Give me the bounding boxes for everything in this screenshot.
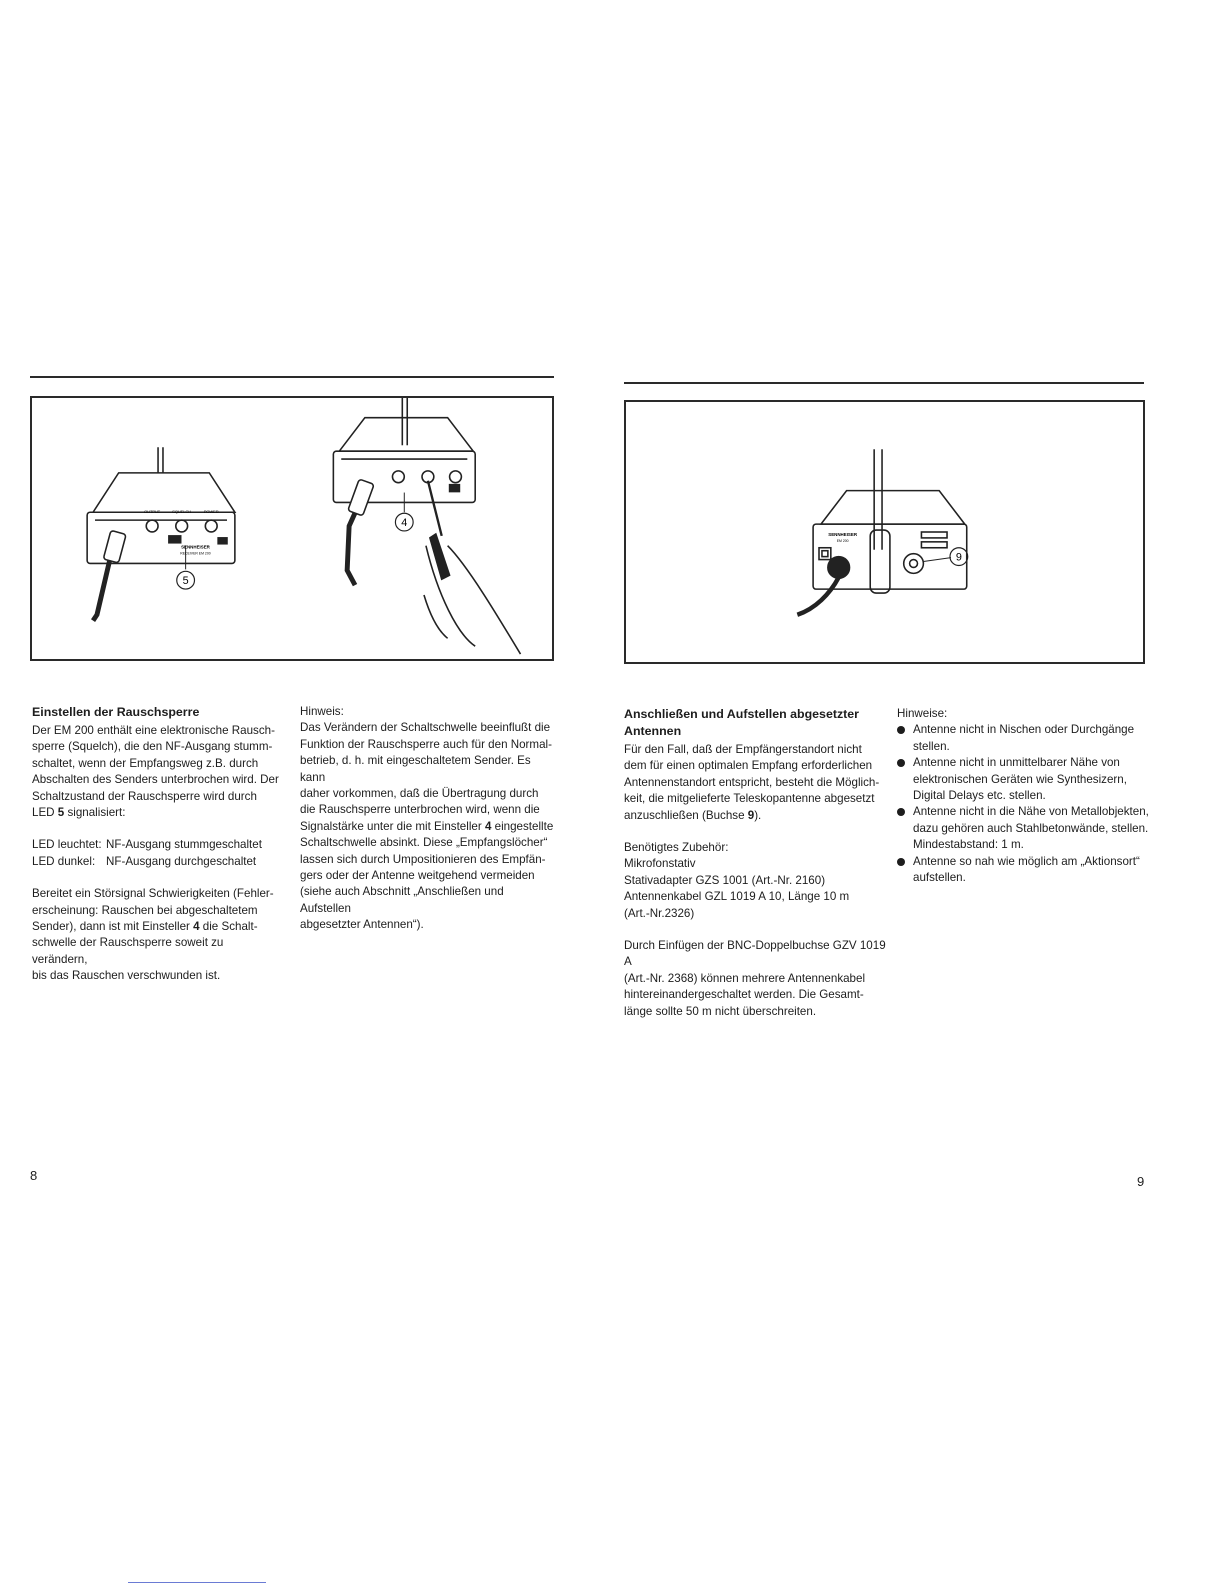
para2-b: die Schalt- schwelle der Rauschsperre soweit zu verändern, bis das Rauschen verschwunden ist. xyxy=(32,920,258,983)
heading-antennen: Anschließen und Aufstellen abgesetzter Antennen xyxy=(624,707,860,738)
list-item: Antenne nicht in Nischen oder Durchgänge stellen. xyxy=(897,722,1152,755)
bottom-underline xyxy=(128,1582,266,1583)
brand-logo-1: SENNHEISER xyxy=(181,544,210,550)
panel-label-output: OUTPUT xyxy=(144,509,161,515)
model-label-2: EM 200 xyxy=(836,538,849,543)
led-line-prefix: LED xyxy=(32,806,58,820)
page-number-left: 8 xyxy=(30,1168,38,1183)
led-row-key: LED leuchtet: xyxy=(32,838,102,852)
right-col2 xyxy=(897,706,1152,886)
hinweise-label: Hinweise: xyxy=(897,707,948,720)
hinweis-paragraph xyxy=(300,720,555,933)
brand-logo-2: SENNHEISER xyxy=(828,531,858,537)
panel-label-power: POWER xyxy=(203,509,219,515)
intro-paragraph xyxy=(32,723,282,805)
hinweise-list xyxy=(897,722,1152,886)
led-row-key: LED dunkel: xyxy=(32,854,96,868)
antennen-intro xyxy=(624,742,886,824)
list-item: Antenne so nah wie möglich am „Aktionsort“ aufstellen. xyxy=(897,854,1152,887)
receiver-front-drawing xyxy=(87,447,235,620)
left-figure-frame xyxy=(30,396,554,661)
callout-4: 4 xyxy=(401,517,408,530)
right-figure-frame xyxy=(624,400,1145,664)
receiver-illustration xyxy=(32,398,552,659)
right-top-rule xyxy=(624,382,1144,384)
led-row-value: NF-Ausgang stummgeschaltet xyxy=(106,838,262,852)
right-col1 xyxy=(624,706,886,1020)
led-row-off xyxy=(32,854,282,870)
led-row-value: NF-Ausgang durchgeschaltet xyxy=(106,854,257,868)
hinweis-label: Hinweis: xyxy=(300,705,344,718)
heading-rauschsperre: Einstellen der Rauschsperre xyxy=(32,705,200,719)
led-line xyxy=(32,805,282,821)
antennen-intro-b: ). xyxy=(754,808,762,822)
receiver-squelch-adjust-drawing xyxy=(333,398,520,654)
led-number: 5 xyxy=(57,806,65,820)
list-item: Antenne nicht in unmittelbarer Nähe von elektronischen Geräten wie Synthesizern, Digital Delays etc. stellen. xyxy=(897,755,1152,804)
receiver-rear-drawing xyxy=(797,449,967,614)
left-top-rule xyxy=(30,376,554,378)
antennen-intro-a: Für den Fall, daß der Empfängerstandort nicht dem für einen optimalen Empfang erforderlichen Antennenstandort entspricht, besteht die Möglich- keit, die mitgelieferte Teleskopantenne abgesetzt anzuschließen (Buchse xyxy=(624,743,880,822)
stoersignal-paragraph xyxy=(32,886,282,984)
hinweis-num: 4 xyxy=(484,819,492,833)
intro-lines: Der EM 200 enthält eine elektronische Rausch- sperre (Squelch), die den NF-Ausgang stumm- schaltet, wenn der Empfangsweg z.B. durch Abschalten des Senders unterbrochen wird. Der Schaltzustand der Rauschsperre wird durch xyxy=(32,724,279,803)
callout-5: 5 xyxy=(182,575,189,588)
callout-9: 9 xyxy=(955,551,962,564)
model-label-1: RECEIVER EM 200 xyxy=(180,551,211,556)
accessories-block: Benötigtes Zubehör: Mikrofonstativ Stativadapter GZS 1001 (Art.-Nr. 2160) Antennenkabel GZL 1019 A 10, Länge 10 m (Art.-Nr.2326) xyxy=(624,841,850,920)
led-row-on xyxy=(32,837,282,853)
page-number-right: 9 xyxy=(1137,1174,1145,1189)
list-item: Antenne nicht in die Nähe von Metallobjekten, dazu gehören auch Stahlbetonwände, stellen. Mindestabstand: 1 m. xyxy=(897,804,1152,853)
hinweis-text-a: Das Verändern der Schaltschwelle beeinflußt die Funktion der Rauschsperre auch für den Normal- betrieb, d. h. mit eingeschaltetem Sender. Es kann daher vorkommen, daß die Übertragung durch die Rauschsperre unterbrochen wird, wenn die Signalstärke unter die mit Einsteller xyxy=(300,721,552,833)
para2-a: Bereitet ein Störsignal Schwierigkeiten (Fehler- erscheinung: Rauschen bei abgeschaltetem Sender), dann ist mit Einsteller xyxy=(32,887,274,934)
receiver-rear-illustration xyxy=(626,402,1143,662)
hinweis-text-b: eingestellte Schaltschwelle absinkt. Diese „Empfangslöcher“ lassen sich durch Umpositionieren des Empfän- gers oder der Antenne weitgehend vermeiden (siehe auch Abschnitt „Anschließen und Aufstellen abgesetzter Antennen“). xyxy=(300,819,554,932)
led-line-suffix: signalisiert: xyxy=(64,806,126,820)
bnc-paragraph: Durch Einfügen der BNC-Doppelbuchse GZV 1019 A (Art.-Nr. 2368) können mehrere Antennenkabel hintereinandergeschaltet werden. Die Gesamt- länge sollte 50 m nicht überschreiten. xyxy=(624,939,886,1018)
left-col2 xyxy=(300,704,555,934)
antennen-intro-num: 9 xyxy=(747,808,755,822)
left-col1 xyxy=(32,704,282,985)
panel-label-squelch: SQUELCH xyxy=(172,509,192,515)
para2-num: 4 xyxy=(193,920,200,934)
